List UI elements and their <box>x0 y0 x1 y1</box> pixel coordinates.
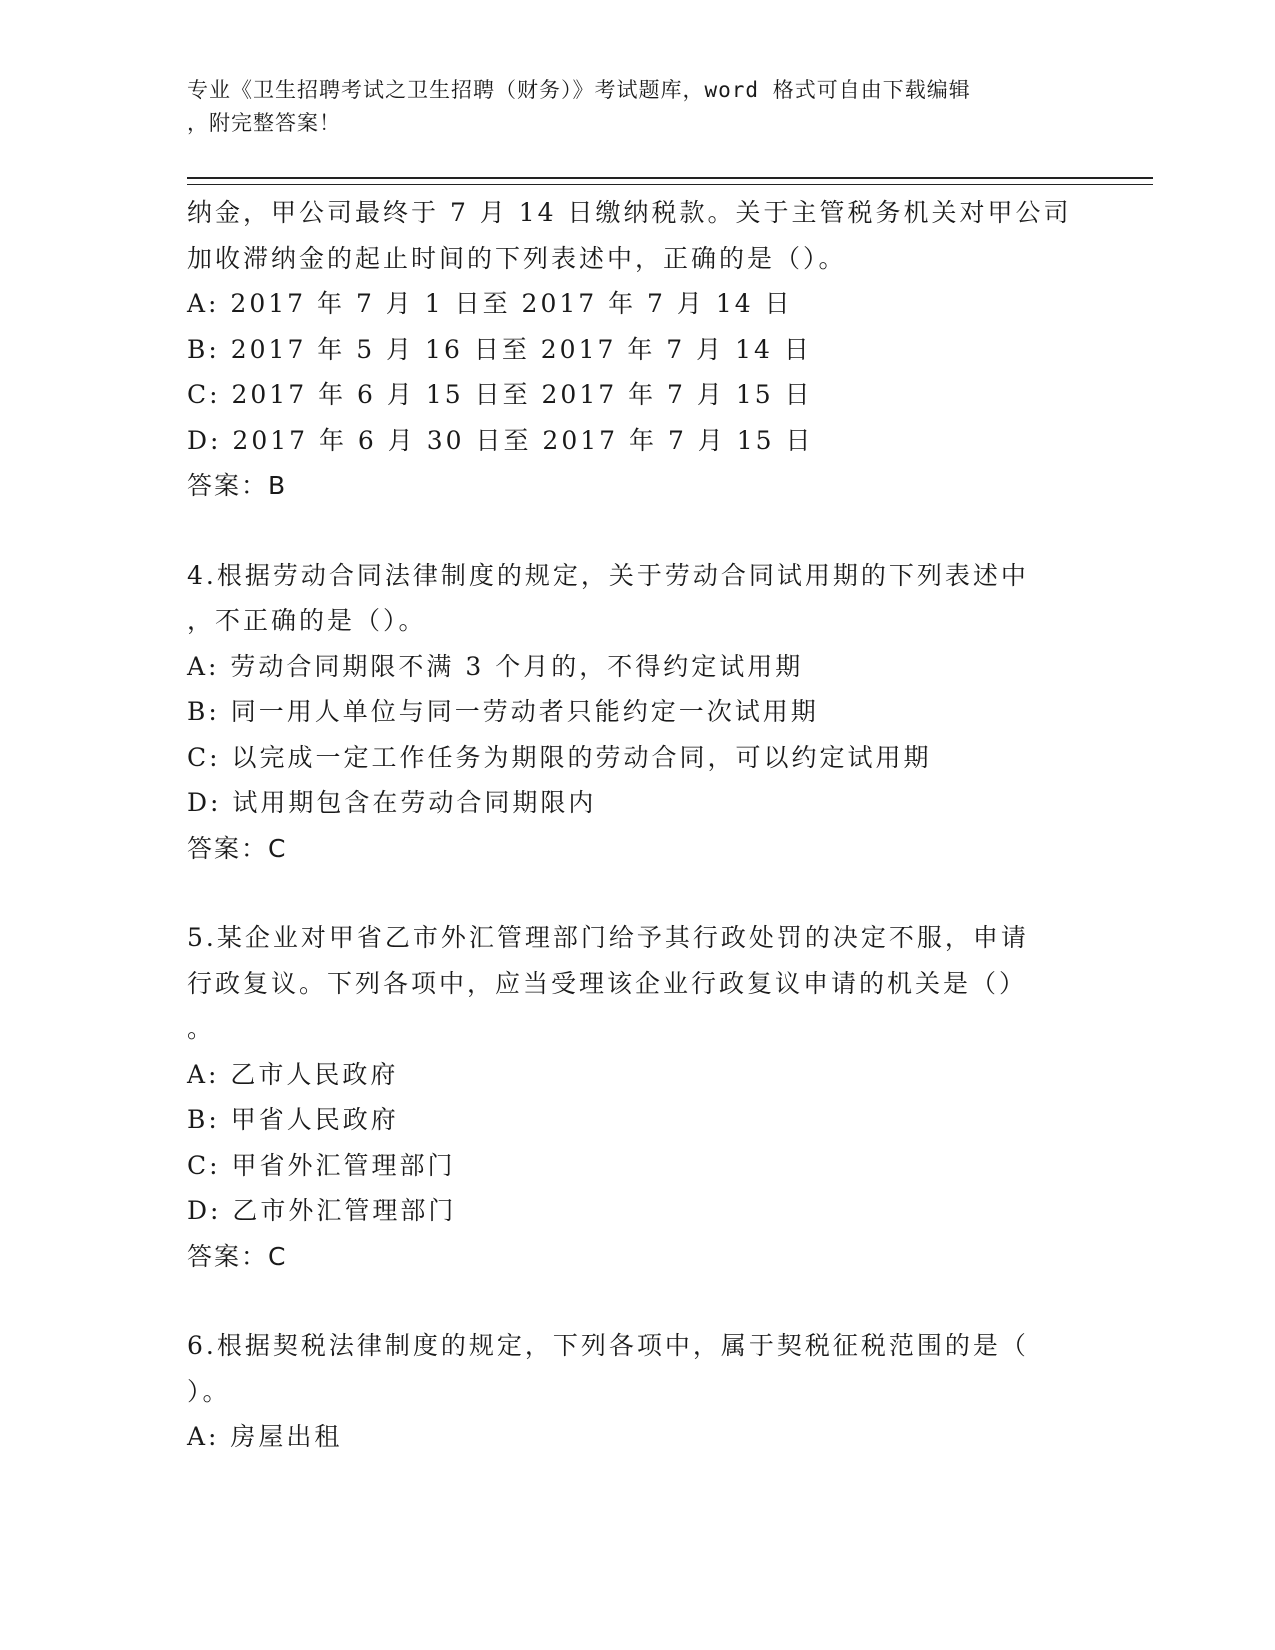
option-a: A: 2017 年 7 月 1 日至 2017 年 7 月 14 日 <box>187 289 793 318</box>
question-stem-line: 6.根据契税法律制度的规定，下列各项中，属于契税征税范围的是（ <box>187 1331 1029 1360</box>
option-d: D: 试用期包含在劳动合同期限内 <box>187 788 597 817</box>
option-b: B: 甲省人民政府 <box>187 1105 399 1134</box>
question-4 <box>187 553 1087 872</box>
header-line-1: 专业《卫生招聘考试之卫生招聘（财务）》考试题库，word 格式可自由下载编辑 <box>187 78 971 102</box>
question-6 <box>187 1323 1087 1460</box>
document-body <box>187 190 1087 1460</box>
header-line-2: ，附完整答案！ <box>187 111 341 135</box>
option-b: B: 同一用人单位与同一劳动者只能约定一次试用期 <box>187 697 819 726</box>
header-note <box>187 74 1087 140</box>
question-stem-line: 5.某企业对甲省乙市外汇管理部门给予其行政处罚的决定不服，申请 <box>187 923 1029 952</box>
option-a: A: 乙市人民政府 <box>187 1059 399 1089</box>
question-3-continued <box>187 190 1087 509</box>
header-divider-thin <box>187 184 1153 185</box>
header-divider-thick <box>187 177 1153 179</box>
question-stem-line: 4.根据劳动合同法律制度的规定，关于劳动合同试用期的下列表述中 <box>187 560 1029 590</box>
question-stem-line: 行政复议。下列各项中，应当受理该企业行政复议申请的机关是（） <box>187 968 1028 998</box>
option-c: C: 甲省外汇管理部门 <box>187 1150 456 1180</box>
question-stem-line: 纳金，甲公司最终于 7 月 14 日缴纳税款。关于主管税务机关对甲公司 <box>187 198 1072 227</box>
option-d: D: 2017 年 6 月 30 日至 2017 年 7 月 15 日 <box>187 425 814 455</box>
question-stem-line: ）。 <box>187 1376 231 1406</box>
question-5 <box>187 915 1087 1279</box>
answer: 答案：C <box>187 833 288 863</box>
option-c: C: 以完成一定工作任务为期限的劳动合同，可以约定试用期 <box>187 742 932 772</box>
option-a: A: 房屋出租 <box>187 1422 343 1451</box>
option-c: C: 2017 年 6 月 15 日至 2017 年 7 月 15 日 <box>187 380 813 409</box>
answer: 答案：C <box>187 1241 288 1271</box>
spacer <box>187 871 1087 915</box>
question-stem-line: 加收滞纳金的起止时间的下列表述中，正确的是（）。 <box>187 243 847 273</box>
question-stem-line: ，不正确的是（）。 <box>187 606 427 635</box>
question-stem-line: 。 <box>187 1014 216 1043</box>
spacer <box>187 509 1087 553</box>
spacer <box>187 1279 1087 1323</box>
option-d: D: 乙市外汇管理部门 <box>187 1196 457 1225</box>
answer: 答案：B <box>187 471 288 500</box>
option-b: B: 2017 年 5 月 16 日至 2017 年 7 月 14 日 <box>187 334 812 364</box>
option-a: A: 劳动合同期限不满 3 个月的，不得约定试用期 <box>187 651 804 681</box>
